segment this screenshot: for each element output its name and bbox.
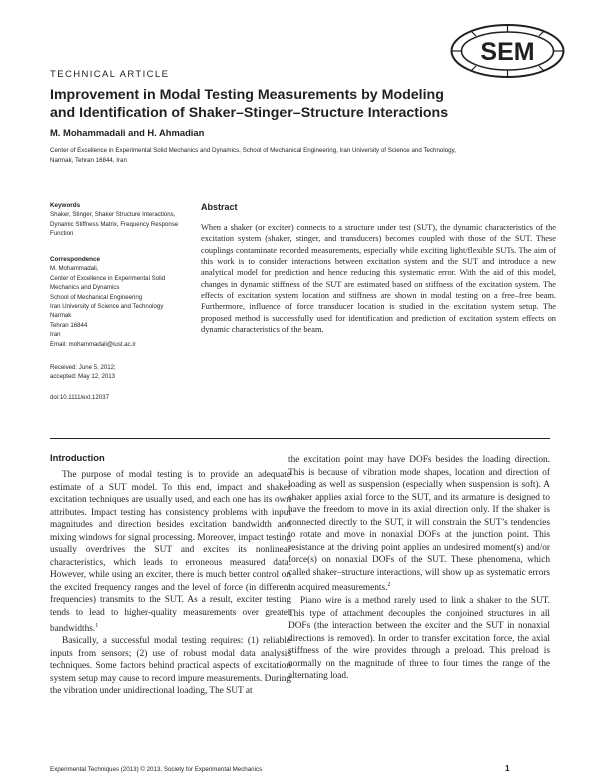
affiliation-line-2: Narmak, Tehran 16844, Iran — [50, 157, 127, 164]
title-line-2: and Identification of Shaker–Stinger–Structure Interactions — [50, 105, 449, 121]
authors: M. Mohammadali and H. Ahmadian — [50, 127, 205, 138]
correspondence-line-2: School of Mechanical Engineering — [50, 293, 143, 301]
body-column-right — [288, 454, 550, 683]
abstract-text: When a shaker (or exciter) connects to a structure under test (SUT), the dynamic characteristics of the excitation system (shaker, stinger, and transducers) becomes coupled with those of the SUT. These couplings contaminate recorded measurements, especially while exciting light/flexible SUTs. The aim of this work is to consider interactions between excitation system and the SUT and introduce a new analytical model for prediction and hence reducing this systematic error. With the aid of this model, changes in dynamic stiffness of the SUT are estimated based on stiffness of the excitation system. The effects of excitation system location and stiffness are shown in modal testing on a free–free beam. Furthermore, influence of force transducer location is studied in the excitation system setup. The proposed method is successfully used for identification and prediction of excitation system effects on dynamic characteristics of the beam. — [201, 223, 556, 335]
sem-logo — [449, 23, 566, 79]
doi[interactable]: doi:10.1111/ext.12037 — [50, 394, 109, 401]
footer-journal: Experimental Techniques (2013) © 2013, Society for Experimental Mechanics — [50, 766, 263, 773]
correspondence-line-4: Narmak — [50, 312, 72, 320]
section-label: TECHNICAL ARTICLE — [50, 69, 170, 80]
article-title — [50, 86, 550, 122]
reference-2[interactable]: 2 — [387, 582, 391, 589]
accepted-date: accepted: May 12, 2013 — [50, 373, 116, 381]
body-column-left — [50, 469, 291, 698]
correspondence-email[interactable]: Email: mohammadali@iust.ac.ir — [50, 340, 136, 348]
correspondence-name: M. Mohammadali, — [50, 265, 99, 273]
intro-paragraph-3: the excitation point may have DOFs besides the loading direction. This is because of vibration mode shapes, location and direction of loading as well as suspension (especially when suspension is soft). A shaker applies axial force to the SUT, and its armature is designed to have the freedom to move in its axial direction only. If the shaker is connected directly to the SUT, it will constrain the SUT’s tendencies to rotate and move in nonaxial DOFs at the junction point. This resistance at the driving point applies an undesired moment(s) and/or force(s) on nonaxial DOFs of the SUT. These phenomena, which called shaker–structure interactions, will show up as systematic errors in acquired measurements.$^2$ — [288, 455, 550, 594]
abstract-heading: Abstract — [201, 202, 238, 212]
title-line-1: Improvement in Modal Testing Measurements by Modeling — [50, 87, 444, 103]
intro-paragraph-4: Piano wire is a method rarely used to link a shaker to the SUT. This type of attachment decouples the conjoined structures in all DOFs (the interaction between the exciter and the SUT in nonaxial directions is removed). In order to transfer excitation force, the axial stiffness of the wire provides through a preload. This preload is normally on the magnitude of three to four times the range of the alternating load. — [288, 596, 550, 682]
introduction-heading: Introduction — [50, 452, 105, 463]
correspondence-line-5: Tehran 16844 — [50, 321, 88, 329]
dates-block — [50, 363, 185, 382]
correspondence-line-6: Iran — [50, 331, 61, 339]
affiliation — [50, 146, 505, 166]
header-divider — [50, 438, 550, 439]
affiliation-line-1: Center of Excellence in Experimental Solid Mechanics and Dynamics, School of Mechanical Engineering, Iran University of Science and Technology, — [50, 147, 456, 154]
reference-1[interactable]: 1 — [95, 622, 99, 629]
keywords-heading: Keywords — [50, 202, 81, 209]
keywords-block — [50, 201, 185, 239]
intro-paragraph-2: Basically, a successful modal testing requires: (1) reliable inputs from sensors; (2) use of robust modal data analysis techniques. Some factors behind practical aspects of excitation system setup may cause to record impure measurements. During the vibration under unidirectional loading, The SUT at — [50, 636, 291, 697]
intro-paragraph-1: The purpose of modal testing is to provide an adequate estimate of a SUT model. To this end, impact and shaker excitation techniques are usually used, and each one has its own attributes. Impact testing has consistency problems with input magnitudes and direction besides excitation bandwidth and mixing windows for signal processing. Moreover, impact testing usually overdrives the SUT and excites its nonlinear characteristics, which leads to erroneous measured data. However, while using an exciter, there is much better control on the excited frequency ranges and the level of force (in different frequencies) transmits to the SUT. As a result, exciter testing tends to lead to higher-quality measurements over greater bandwidths.$^1$ — [50, 470, 291, 634]
correspondence-line-3: Iran University of Science and Technology — [50, 303, 164, 311]
received-date: Received: June 5, 2012; — [50, 364, 116, 371]
page-number: 1 — [505, 764, 510, 773]
keywords-text: Shaker, Stinger, Shaker Structure Interactions, Dynamic Stiffness Matrix, Frequency Response Function — [50, 211, 179, 238]
correspondence-line-1: Center of Excellence in Experimental Solid Mechanics and Dynamics — [50, 274, 166, 292]
correspondence-block — [50, 255, 185, 349]
correspondence-heading: Correspondence — [50, 256, 101, 263]
logo-text: SEM — [480, 38, 535, 66]
